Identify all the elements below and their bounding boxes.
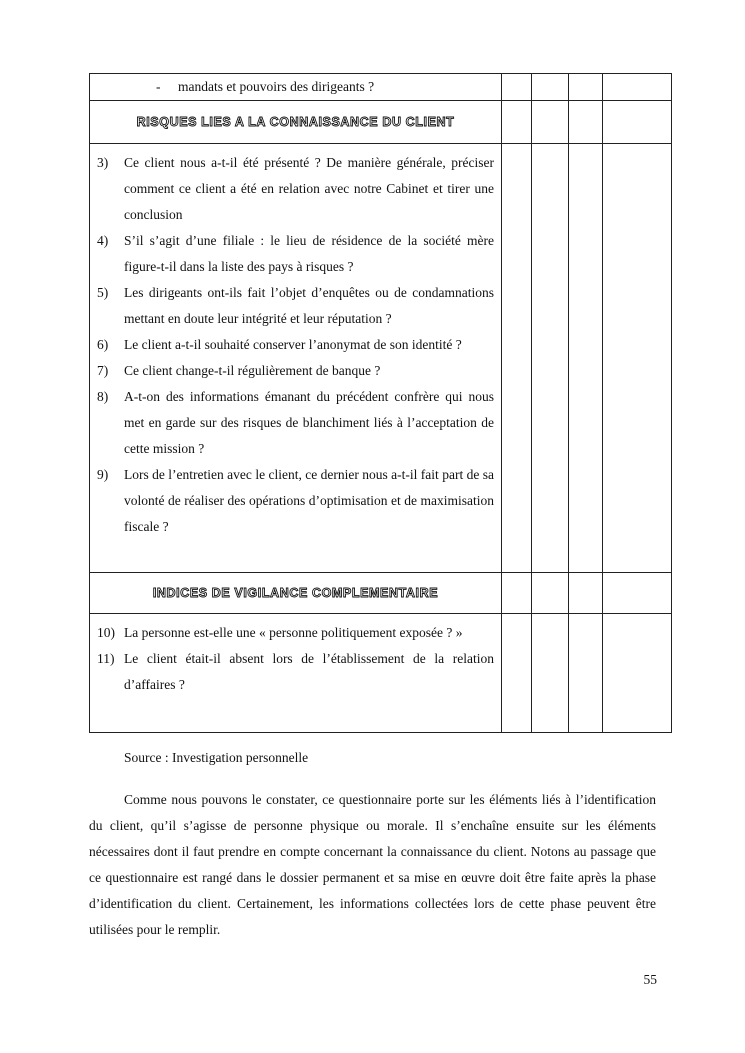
list-item bbox=[97, 462, 494, 540]
table-row bbox=[90, 74, 672, 101]
list-dash: - bbox=[156, 79, 161, 94]
item-text: A-t-on des informations émanant du précédent confrère qui nous met en garde sur des risques de blanchiment liés à l’acceptation de cette mission ? bbox=[124, 389, 494, 456]
item-text: Les dirigeants ont-ils fait l’objet d’enquêtes ou de condamnations mettant en doute leur intégrité et leur réputation ? bbox=[124, 285, 494, 326]
answer-cell bbox=[502, 101, 532, 144]
section-title-risques: RISQUES LIES A LA CONNAISSANCE DU CLIENT bbox=[136, 115, 455, 129]
item-number: 3) bbox=[97, 155, 109, 170]
item-number: 9) bbox=[97, 467, 109, 482]
question-cell bbox=[90, 614, 502, 733]
list-item bbox=[97, 228, 494, 280]
answer-cell bbox=[569, 573, 603, 614]
table-row bbox=[90, 614, 672, 733]
questionnaire-table bbox=[89, 73, 672, 733]
answer-cell bbox=[603, 74, 672, 101]
mandats-item bbox=[90, 74, 501, 100]
section-title-vigilance: INDICES DE VIGILANCE COMPLEMENTAIRE bbox=[152, 586, 439, 600]
answer-cell bbox=[532, 74, 569, 101]
answer-cell bbox=[502, 614, 532, 733]
item-number: 7) bbox=[97, 363, 109, 378]
item-number: 5) bbox=[97, 285, 109, 300]
table-row bbox=[90, 573, 672, 614]
item-number: 10) bbox=[97, 625, 115, 640]
mandats-text: mandats et pouvoirs des dirigeants ? bbox=[178, 79, 375, 94]
answer-cell bbox=[603, 573, 672, 614]
answer-cell bbox=[502, 144, 532, 573]
section-header-cell bbox=[90, 573, 502, 614]
list-item bbox=[97, 620, 494, 646]
answer-cell bbox=[603, 101, 672, 144]
page-number: 55 bbox=[643, 972, 657, 987]
list-item bbox=[97, 150, 494, 228]
list-item bbox=[97, 280, 494, 332]
item-text: S’il s’agit d’une filiale : le lieu de résidence de la société mère figure-t-il dans la liste des pays à risques ? bbox=[124, 233, 494, 274]
item-text: La personne est-elle une « personne politiquement exposée ? » bbox=[124, 625, 463, 640]
item-number: 11) bbox=[97, 651, 115, 666]
list-item bbox=[97, 358, 494, 384]
question-list-risques bbox=[90, 144, 501, 542]
answer-cell bbox=[502, 573, 532, 614]
item-number: 8) bbox=[97, 389, 109, 404]
answer-cell bbox=[569, 74, 603, 101]
section-header-cell bbox=[90, 101, 502, 144]
table-row bbox=[90, 101, 672, 144]
list-item bbox=[97, 384, 494, 462]
answer-cell bbox=[502, 74, 532, 101]
answer-cell bbox=[532, 573, 569, 614]
table-row bbox=[90, 144, 672, 573]
item-text: Le client était-il absent lors de l’établissement de la relation d’affaires ? bbox=[124, 651, 494, 692]
item-text: Ce client change-t-il régulièrement de banque ? bbox=[124, 363, 381, 378]
answer-cell bbox=[603, 614, 672, 733]
body-paragraph: Comme nous pouvons le constater, ce questionnaire porte sur les éléments liés à l’identification du client, qu’il s’agisse de personne physique ou morale. Il s’enchaîne ensuite sur les éléments nécessaires dont il faut prendre en compte concernant la connaissance du client. Notons au passage que ce questionnaire est rangé dans le dossier permanent et sa mise en œuvre doit être faite après la phase d’identification du client. Certainement, les informations collectées lors de cette phase peuvent être utilisées pour le remplir. bbox=[89, 792, 656, 937]
item-text: Le client a-t-il souhaité conserver l’anonymat de son identité ? bbox=[124, 337, 462, 352]
answer-cell bbox=[532, 144, 569, 573]
list-item bbox=[97, 646, 494, 698]
question-cell bbox=[90, 144, 502, 573]
answer-cell bbox=[569, 144, 603, 573]
question-list-vigilance bbox=[90, 614, 501, 700]
answer-cell bbox=[532, 614, 569, 733]
answer-cell bbox=[532, 101, 569, 144]
source-caption: Source : Investigation personnelle bbox=[124, 750, 309, 765]
item-number: 6) bbox=[97, 337, 109, 352]
answer-cell bbox=[569, 101, 603, 144]
answer-cell bbox=[569, 614, 603, 733]
item-text: Ce client nous a-t-il été présenté ? De manière générale, préciser comment ce client a été en relation avec notre Cabinet et tirer une conclusion bbox=[124, 155, 494, 222]
list-item bbox=[97, 332, 494, 358]
item-text: Lors de l’entretien avec le client, ce dernier nous a-t-il fait part de sa volonté de réaliser des opérations d’optimisation et de maximisation fiscale ? bbox=[124, 467, 494, 534]
item-number: 4) bbox=[97, 233, 109, 248]
question-cell bbox=[90, 74, 502, 101]
answer-cell bbox=[603, 144, 672, 573]
